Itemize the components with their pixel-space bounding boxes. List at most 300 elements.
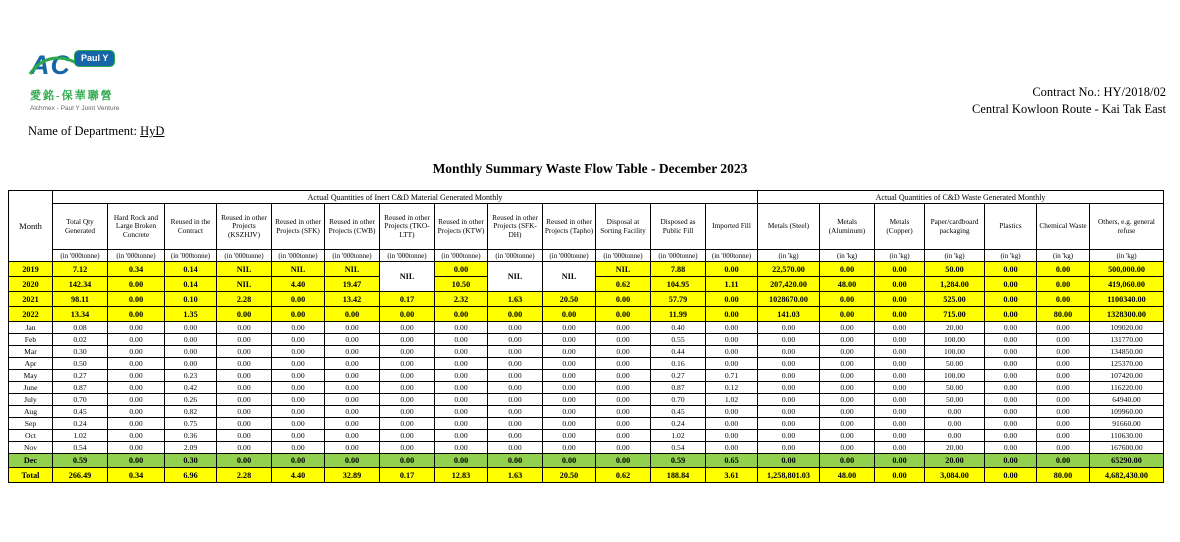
table-cell: 0.50 [53, 358, 108, 370]
table-cell: 0.02 [53, 334, 108, 346]
table-cell: NIL [325, 262, 380, 277]
table-cell: 0.00 [985, 370, 1037, 382]
table-cell: 0.00 [108, 394, 165, 406]
table-cell: 0.00 [706, 307, 758, 322]
row-label: July [9, 394, 53, 406]
nil-merged-cell: NIL [488, 262, 543, 292]
table-cell: 0.00 [380, 358, 435, 370]
table-cell: 0.00 [820, 262, 875, 277]
table-cell: 2.28 [217, 292, 272, 307]
table-cell: 0.00 [1037, 322, 1090, 334]
row-label: Oct [9, 430, 53, 442]
table-cell: 0.14 [165, 277, 217, 292]
table-cell: 32.89 [325, 468, 380, 483]
unit-header: (in '000tonne) [53, 250, 108, 262]
table-cell: 1,258,801.03 [758, 468, 820, 483]
unit-header: (in '000tonne) [108, 250, 165, 262]
table-cell: 0.00 [488, 334, 543, 346]
table-cell: 0.00 [985, 442, 1037, 454]
table-cell: 0.75 [165, 418, 217, 430]
column-header: Reused in other Projects (TKO-LTT) [380, 204, 435, 250]
table-cell: 0.00 [272, 370, 325, 382]
table-cell: 0.00 [925, 406, 985, 418]
table-cell: 0.00 [380, 322, 435, 334]
table-row [9, 346, 1164, 358]
table-cell: 0.00 [543, 370, 596, 382]
table-cell: 207,420.00 [758, 277, 820, 292]
table-row [9, 418, 1164, 430]
table-row [9, 307, 1164, 322]
table-cell: 0.00 [596, 430, 651, 442]
table-cell: 525.00 [925, 292, 985, 307]
table-cell: 0.00 [325, 382, 380, 394]
table-cell: 104.95 [651, 277, 706, 292]
table-cell: 0.00 [435, 262, 488, 277]
table-cell: 0.87 [651, 382, 706, 394]
table-cell: 57.79 [651, 292, 706, 307]
column-header: Disposed as Public Fill [651, 204, 706, 250]
table-cell: 0.12 [706, 382, 758, 394]
table-cell: 0.00 [380, 346, 435, 358]
table-cell: 0.08 [53, 322, 108, 334]
table-cell: 4,682,430.00 [1090, 468, 1164, 483]
table-cell: 0.00 [1037, 277, 1090, 292]
table-cell: 0.00 [596, 442, 651, 454]
table-cell: 0.00 [165, 322, 217, 334]
table-cell: 0.00 [820, 346, 875, 358]
table-cell: 0.00 [217, 334, 272, 346]
column-header: Reused in other Projects (SFK) [272, 204, 325, 250]
table-cell: 91660.00 [1090, 418, 1164, 430]
table-cell: 50.00 [925, 262, 985, 277]
table-cell: 0.00 [108, 430, 165, 442]
table-cell: 0.00 [596, 382, 651, 394]
table-cell: 0.00 [272, 442, 325, 454]
table-cell: 0.54 [651, 442, 706, 454]
table-cell: 0.00 [325, 418, 380, 430]
table-cell: 0.00 [543, 358, 596, 370]
table-cell: 0.00 [488, 322, 543, 334]
table-cell: 0.00 [596, 454, 651, 468]
table-cell: 0.00 [875, 382, 925, 394]
table-cell: 0.00 [380, 394, 435, 406]
column-header: Metals (Steel) [758, 204, 820, 250]
table-cell: 0.00 [435, 406, 488, 418]
page-title: Monthly Summary Waste Flow Table - December 2023 [432, 161, 748, 176]
table-cell: 0.00 [820, 406, 875, 418]
table-cell: 0.00 [380, 334, 435, 346]
table-cell: 13.42 [325, 292, 380, 307]
table-cell: 0.59 [53, 454, 108, 468]
table-cell: 0.00 [985, 358, 1037, 370]
table-row [9, 358, 1164, 370]
table-cell: 0.00 [435, 370, 488, 382]
table-cell: 1328300.00 [1090, 307, 1164, 322]
column-header: Reused in other Projects (CWB) [325, 204, 380, 250]
table-cell: 0.00 [985, 334, 1037, 346]
table-cell: 0.70 [53, 394, 108, 406]
column-header: Imported Fill [706, 204, 758, 250]
table-cell: 0.00 [108, 406, 165, 418]
table-cell: 0.00 [488, 394, 543, 406]
table-cell: 0.00 [1037, 382, 1090, 394]
row-label: Total [9, 468, 53, 483]
table-cell: 0.00 [758, 406, 820, 418]
table-cell: 100.00 [925, 346, 985, 358]
table-row [9, 454, 1164, 468]
table-cell: 0.00 [875, 454, 925, 468]
table-cell: 0.00 [488, 382, 543, 394]
unit-header: (in '000tonne) [651, 250, 706, 262]
column-header: Reused in the Contract [165, 204, 217, 250]
table-cell: 0.00 [925, 418, 985, 430]
table-cell: 80.00 [1037, 307, 1090, 322]
table-cell: 0.00 [272, 292, 325, 307]
table-cell: 0.00 [488, 454, 543, 468]
table-cell: 0.26 [165, 394, 217, 406]
table-cell: 0.00 [820, 358, 875, 370]
table-cell: 0.00 [596, 346, 651, 358]
table-cell: 0.00 [435, 430, 488, 442]
row-label: Nov [9, 442, 53, 454]
table-cell: 0.00 [820, 430, 875, 442]
column-header: Reused in other Projects (KSZHJV) [217, 204, 272, 250]
table-cell: 0.00 [758, 322, 820, 334]
unit-header: (in '000tonne) [217, 250, 272, 262]
table-cell: 0.00 [875, 442, 925, 454]
column-header: Paper/cardboard packaging [925, 204, 985, 250]
table-cell: 3,084.00 [925, 468, 985, 483]
table-row [9, 468, 1164, 483]
column-header: Metals (Aluminum) [820, 204, 875, 250]
table-cell: 19.47 [325, 277, 380, 292]
table-cell: 0.00 [985, 430, 1037, 442]
table-cell: 0.00 [488, 307, 543, 322]
table-cell: 0.00 [272, 307, 325, 322]
row-label: June [9, 382, 53, 394]
unit-header: (in '000tonne) [706, 250, 758, 262]
table-cell: 0.34 [108, 262, 165, 277]
table-cell: NIL [272, 262, 325, 277]
table-cell: 0.00 [108, 307, 165, 322]
table-cell: 0.00 [217, 454, 272, 468]
table-cell: 7.88 [651, 262, 706, 277]
table-cell: 0.00 [108, 292, 165, 307]
table-cell: 0.00 [706, 430, 758, 442]
row-label: Dec [9, 454, 53, 468]
table-cell: 0.00 [985, 262, 1037, 277]
table-cell: 0.00 [108, 442, 165, 454]
table-cell: 0.00 [1037, 454, 1090, 468]
table-cell: 2.28 [217, 468, 272, 483]
table-cell: 0.00 [875, 346, 925, 358]
logo-pauly-badge: Paul Y [74, 50, 115, 67]
table-cell: 2.09 [165, 442, 217, 454]
department-line [28, 124, 164, 139]
table-cell: 0.00 [435, 358, 488, 370]
column-header: Hard Rock and Large Broken Concrete [108, 204, 165, 250]
table-cell: 0.40 [651, 322, 706, 334]
table-cell: 22,570.00 [758, 262, 820, 277]
table-cell: 0.65 [706, 454, 758, 468]
table-cell: 0.17 [380, 468, 435, 483]
table-cell: 0.00 [985, 394, 1037, 406]
table-cell: 0.00 [435, 454, 488, 468]
table-cell: 0.87 [53, 382, 108, 394]
table-cell: 11.99 [651, 307, 706, 322]
table-cell: 0.00 [820, 292, 875, 307]
table-cell: 0.00 [543, 430, 596, 442]
table-cell: 0.00 [272, 418, 325, 430]
table-cell: 0.00 [165, 358, 217, 370]
table-row [9, 334, 1164, 346]
row-label: 2019 [9, 262, 53, 277]
table-cell: 0.00 [380, 382, 435, 394]
table-cell: 0.00 [108, 334, 165, 346]
table-row [9, 394, 1164, 406]
unit-header: (in '000tonne) [380, 250, 435, 262]
table-cell: 0.42 [165, 382, 217, 394]
table-cell: 0.00 [875, 418, 925, 430]
table-cell: 0.00 [758, 418, 820, 430]
table-cell: 0.00 [596, 307, 651, 322]
column-header: Reused in other Projects (SFK-DH) [488, 204, 543, 250]
table-cell: 0.00 [706, 334, 758, 346]
table-cell: 131770.00 [1090, 334, 1164, 346]
table-cell: 1.11 [706, 277, 758, 292]
table-cell: 0.00 [596, 292, 651, 307]
table-cell: 0.00 [985, 418, 1037, 430]
table-cell: 0.00 [1037, 442, 1090, 454]
table-cell: 0.00 [488, 442, 543, 454]
table-cell: 0.00 [706, 292, 758, 307]
table-cell: 0.00 [435, 442, 488, 454]
unit-header: (in 'kg) [1090, 250, 1164, 262]
table-cell: 0.00 [272, 430, 325, 442]
table-cell: 0.45 [651, 406, 706, 418]
table-cell: 0.00 [985, 307, 1037, 322]
table-cell: 0.36 [165, 430, 217, 442]
table-cell: 80.00 [1037, 468, 1090, 483]
nil-merged-cell: NIL [543, 262, 596, 292]
table-cell: 0.00 [758, 382, 820, 394]
table-column-header-row [9, 204, 1164, 250]
month-column-header: Month [9, 191, 53, 262]
table-cell: 0.00 [758, 370, 820, 382]
table-units-row [9, 250, 1164, 262]
table-cell: 142.34 [53, 277, 108, 292]
table-cell: 0.00 [272, 322, 325, 334]
row-label: Apr [9, 358, 53, 370]
table-row [9, 292, 1164, 307]
table-cell: 0.00 [875, 430, 925, 442]
table-cell: 48.00 [820, 277, 875, 292]
unit-header: (in '000tonne) [325, 250, 380, 262]
column-header: Total Qty Generated [53, 204, 108, 250]
table-cell: 0.00 [272, 406, 325, 418]
table-cell: 0.00 [488, 430, 543, 442]
table-cell: 0.00 [985, 322, 1037, 334]
table-cell: 7.12 [53, 262, 108, 277]
table-row [9, 442, 1164, 454]
table-cell: 0.00 [325, 394, 380, 406]
unit-header: (in 'kg) [925, 250, 985, 262]
table-cell: 0.00 [1037, 292, 1090, 307]
table-cell: 0.00 [758, 430, 820, 442]
table-cell: 0.00 [875, 394, 925, 406]
table-cell: 0.00 [1037, 262, 1090, 277]
table-cell: 0.00 [435, 307, 488, 322]
table-cell: 0.00 [165, 346, 217, 358]
table-cell: 20.00 [925, 442, 985, 454]
row-label: 2021 [9, 292, 53, 307]
table-cell: 0.00 [543, 307, 596, 322]
table-cell: 0.00 [165, 334, 217, 346]
table-cell: 0.00 [1037, 370, 1090, 382]
table-cell: 0.00 [108, 358, 165, 370]
table-cell: 0.00 [488, 418, 543, 430]
table-cell: 0.00 [820, 442, 875, 454]
table-cell: 20.50 [543, 468, 596, 483]
table-cell: 0.00 [596, 322, 651, 334]
table-cell: 0.24 [53, 418, 108, 430]
table-cell: 0.00 [108, 322, 165, 334]
table-cell: 0.00 [325, 430, 380, 442]
table-cell: 48.00 [820, 468, 875, 483]
project-name: Central Kowloon Route - Kai Tak East [972, 102, 1166, 116]
table-cell: 0.00 [875, 322, 925, 334]
table-cell: 0.00 [706, 322, 758, 334]
table-cell: 0.00 [985, 406, 1037, 418]
table-cell: 0.00 [217, 346, 272, 358]
row-label: 2022 [9, 307, 53, 322]
table-cell: 1.02 [651, 430, 706, 442]
table-cell: 0.00 [985, 292, 1037, 307]
table-cell: 0.00 [1037, 346, 1090, 358]
table-cell: 20.50 [543, 292, 596, 307]
table-cell: 0.30 [165, 454, 217, 468]
unit-header: (in '000tonne) [596, 250, 651, 262]
column-header: Disposal at Sorting Facility [596, 204, 651, 250]
table-cell: 0.00 [820, 334, 875, 346]
table-cell: 188.84 [651, 468, 706, 483]
table-cell: 65290.00 [1090, 454, 1164, 468]
table-cell: NIL [217, 262, 272, 277]
table-cell: 0.00 [325, 322, 380, 334]
table-cell: 1.02 [706, 394, 758, 406]
table-cell: 0.00 [875, 334, 925, 346]
column-header: Chemical Waste [1037, 204, 1090, 250]
table-cell: 0.00 [706, 358, 758, 370]
group-header: Actual Quantities of Inert C&D Material Generated Monthly [53, 191, 758, 204]
table-cell: 0.00 [1037, 358, 1090, 370]
table-row [9, 406, 1164, 418]
table-cell: 0.00 [272, 334, 325, 346]
table-cell: 0.00 [543, 454, 596, 468]
table-cell: 0.00 [325, 442, 380, 454]
table-cell: 0.00 [875, 406, 925, 418]
table-cell: 0.00 [875, 292, 925, 307]
table-cell: 0.00 [325, 370, 380, 382]
unit-header: (in 'kg) [1037, 250, 1090, 262]
table-cell: 0.59 [651, 454, 706, 468]
table-cell: 266.49 [53, 468, 108, 483]
table-cell: 0.27 [53, 370, 108, 382]
table-cell: 0.00 [217, 430, 272, 442]
table-cell: 1.02 [53, 430, 108, 442]
table-cell: 0.55 [651, 334, 706, 346]
table-cell: 0.00 [706, 406, 758, 418]
table-cell: 0.00 [488, 406, 543, 418]
table-cell: 0.00 [985, 382, 1037, 394]
table-row [9, 382, 1164, 394]
table-cell: 0.82 [165, 406, 217, 418]
table-cell: 0.00 [488, 370, 543, 382]
table-row [9, 430, 1164, 442]
table-cell: 0.00 [543, 334, 596, 346]
table-cell: 0.00 [820, 370, 875, 382]
table-cell: 0.00 [596, 334, 651, 346]
table-cell: 0.24 [651, 418, 706, 430]
unit-header: (in 'kg) [985, 250, 1037, 262]
table-cell: 0.00 [543, 322, 596, 334]
row-label: Mar [9, 346, 53, 358]
table-cell: 0.00 [108, 418, 165, 430]
table-cell: 0.45 [53, 406, 108, 418]
table-cell: 10.50 [435, 277, 488, 292]
table-cell: 0.00 [108, 454, 165, 468]
table-cell: 0.00 [217, 358, 272, 370]
table-cell: 0.00 [875, 370, 925, 382]
table-cell: 3.61 [706, 468, 758, 483]
table-cell: 0.00 [217, 394, 272, 406]
column-header: Reused in other Projects (Tapho) [543, 204, 596, 250]
table-cell: 0.00 [488, 346, 543, 358]
table-cell: 0.00 [985, 346, 1037, 358]
table-cell: 167600.00 [1090, 442, 1164, 454]
table-cell: 0.30 [53, 346, 108, 358]
logo-chinese-name: 愛銘-保華聯營 [30, 90, 114, 102]
table-cell: 64940.00 [1090, 394, 1164, 406]
table-cell: 0.00 [543, 394, 596, 406]
table-cell: 0.44 [651, 346, 706, 358]
table-cell: 0.00 [543, 406, 596, 418]
table-cell: 0.00 [325, 346, 380, 358]
table-cell: 0.00 [1037, 406, 1090, 418]
table-cell: 98.11 [53, 292, 108, 307]
table-cell: 0.00 [1037, 334, 1090, 346]
table-cell: 1.63 [488, 468, 543, 483]
table-cell: 20.00 [925, 322, 985, 334]
table-cell: 0.00 [596, 418, 651, 430]
logo-ac-mark: AC [30, 50, 71, 80]
department-label: Name of Department: [28, 124, 137, 138]
column-header: Plastics [985, 204, 1037, 250]
table-cell: 0.00 [758, 442, 820, 454]
table-cell: 0.00 [108, 277, 165, 292]
table-cell: 0.00 [758, 334, 820, 346]
table-cell: 0.62 [596, 277, 651, 292]
table-cell: 0.00 [875, 358, 925, 370]
unit-header: (in '000tonne) [543, 250, 596, 262]
table-cell: 109020.00 [1090, 322, 1164, 334]
table-cell: 0.27 [651, 370, 706, 382]
table-cell: 107420.00 [1090, 370, 1164, 382]
table-cell: 0.10 [165, 292, 217, 307]
table-cell: 0.16 [651, 358, 706, 370]
unit-header: (in 'kg) [758, 250, 820, 262]
contract-number: Contract No.: HY/2018/02 [1032, 85, 1166, 99]
